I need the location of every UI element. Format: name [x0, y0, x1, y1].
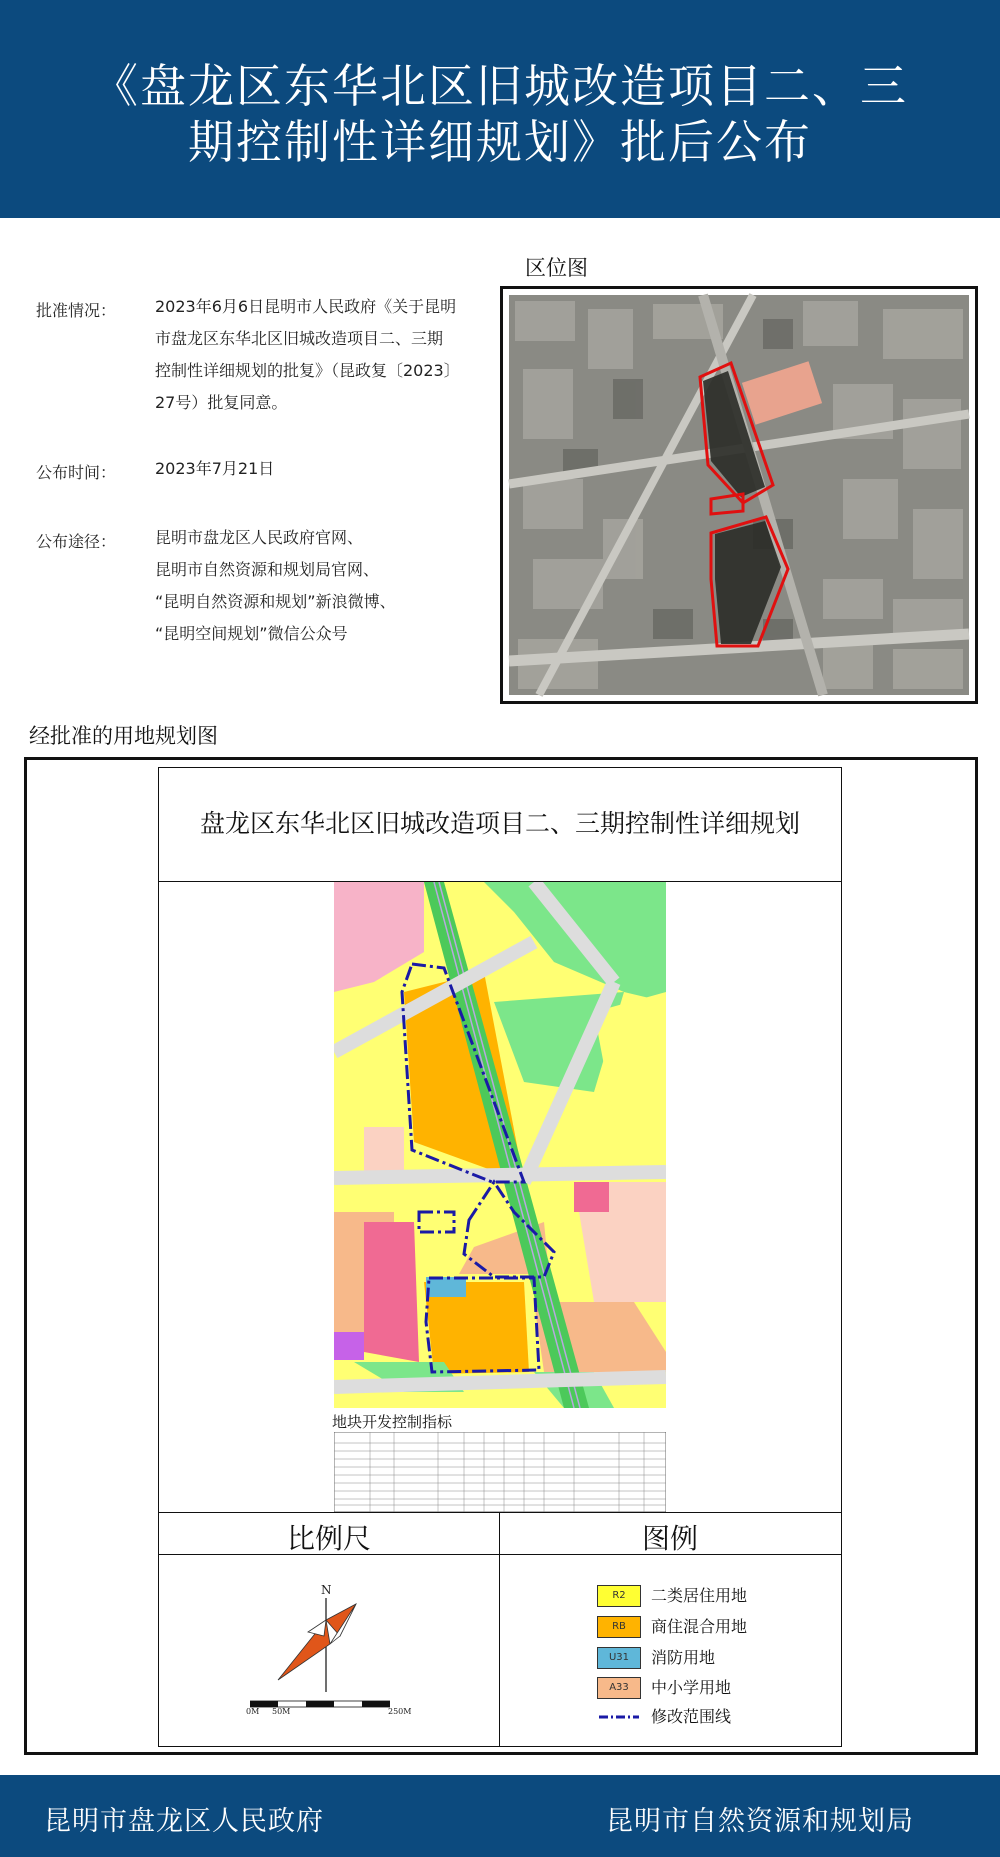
page-header: [0, 0, 1000, 218]
footer-left: 昆明市盘龙区人民政府: [44, 1806, 324, 1837]
legend-swatch: U31: [597, 1647, 641, 1669]
approval-label: 批准情况：: [36, 301, 117, 320]
legend-label: 修改范围线: [651, 1707, 732, 1726]
scale-label-50: 50M: [272, 1707, 291, 1716]
legend-label: 商住混合用地: [651, 1617, 748, 1636]
boundary-line-icon: [597, 1706, 641, 1728]
legend-label: 二类居住用地: [651, 1586, 748, 1605]
page-footer: [0, 1775, 1000, 1857]
approval-text: [155, 291, 500, 419]
scale-bar: [250, 1700, 390, 1708]
channel-label: 公布途径：: [36, 532, 117, 551]
scale-title: 比例尺: [286, 1522, 371, 1555]
approval-line: 2023年6月6日昆明市人民政府《关于昆明: [155, 297, 457, 316]
land-use-map: [334, 882, 666, 1408]
date-label: 公布时间：: [36, 463, 117, 482]
divider: [158, 1512, 842, 1513]
north-arrow-icon: [268, 1584, 368, 1694]
legend-swatch: A33: [597, 1677, 641, 1699]
legend-swatch: RB: [597, 1616, 641, 1638]
control-indicator-table: [334, 1432, 666, 1512]
approval-line: 市盘龙区东华北区旧城改造项目二、三期: [155, 329, 444, 348]
legend-title: 图例: [641, 1522, 698, 1555]
channel-item: 昆明市盘龙区人民政府官网、: [155, 528, 364, 547]
aerial-photo: [503, 289, 975, 701]
page-title-line1: 《盘龙区东华北区旧城改造项目二、三: [92, 59, 908, 113]
channel-item: “昆明空间规划”微信公众号: [155, 624, 348, 643]
scale-label-250: 250M: [388, 1707, 412, 1716]
approval-line: 27号）批复同意。: [155, 393, 288, 412]
approval-line: 控制性详细规划的批复》（昆政复〔2023〕: [155, 361, 460, 380]
footer-right: 昆明市自然资源和规划局: [606, 1806, 914, 1837]
plan-section-title: 经批准的用地规划图: [29, 724, 218, 748]
north-label: N: [321, 1583, 332, 1597]
location-map-frame: [500, 286, 978, 704]
channel-item: “昆明自然资源和规划”新浪微博、: [155, 592, 396, 611]
date-value: 2023年7月21日: [155, 459, 275, 478]
plan-map-title: 盘龙区东华北区旧城改造项目二、三期控制性详细规划: [199, 809, 800, 838]
table-title: 地块开发控制指标: [332, 1413, 453, 1431]
legend-label: 消防用地: [651, 1648, 716, 1667]
scale-label-0: 0M: [246, 1707, 260, 1716]
channel-list: [155, 522, 500, 650]
channel-item: 昆明市自然资源和规划局官网、: [155, 560, 380, 579]
legend-swatch: R2: [597, 1585, 641, 1607]
page-title-line2: 期控制性详细规划》批后公布: [188, 115, 812, 169]
legend-label: 中小学用地: [651, 1678, 732, 1697]
location-map-title: 区位图: [525, 256, 588, 280]
